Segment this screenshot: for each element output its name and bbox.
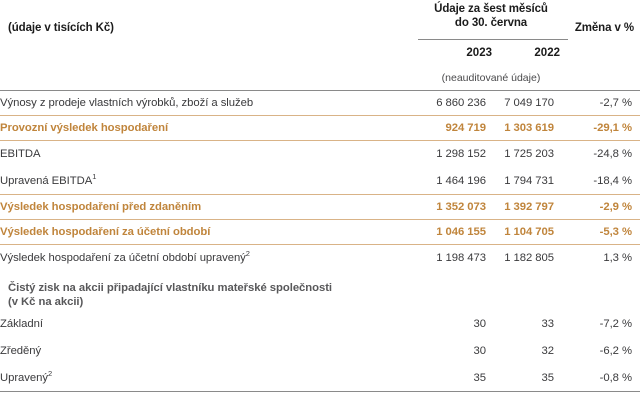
row-value-2023: 30 [473, 345, 486, 357]
units-label: (údaje v tisících Kč) [8, 22, 114, 34]
row-value-2022: 1 104 705 [494, 220, 562, 245]
row-label-text: Výnosy z prodeje vlastních výrobků, zboží a služeb [0, 97, 254, 109]
row-value-change: 1,3 % [603, 252, 632, 265]
table-row [0, 141, 640, 168]
financial-table [0, 90, 640, 392]
row-label-text: Výsledek hospodaření za účetní období [0, 226, 211, 238]
row-value-2023: 1 298 152 [436, 148, 486, 161]
table-header [0, 0, 640, 90]
period-title [408, 2, 574, 30]
row-value-2022: 1 725 203 [504, 148, 554, 161]
eps-section-title [0, 281, 640, 309]
row-label [0, 91, 410, 116]
row-value-2022: 1 182 805 [504, 252, 554, 265]
row-value-2023: 1 352 073 [410, 195, 494, 220]
row-value-2023: 1 464 196 [410, 168, 494, 195]
row-value-change: -5,3 % [562, 220, 640, 245]
table-row-highlighted [0, 220, 640, 245]
row-value-2022: 1 303 619 [494, 116, 562, 141]
row-value-2023: 30 [473, 318, 486, 330]
row-label [0, 220, 410, 245]
row-value-change: -2,9 % [562, 195, 640, 220]
row-label-text: Upravená EBITDA [0, 174, 93, 187]
row-label [0, 168, 410, 195]
eps-section-title-line1: Čistý zisk na akcii připadající vlastníku mateřské společnosti [8, 281, 333, 294]
eps-section-heading-cell [0, 272, 640, 311]
row-label-text: Výsledek hospodaření před zdaněním [0, 201, 202, 213]
row-label [0, 338, 410, 365]
row-value-change: -6,2 % [599, 345, 632, 357]
table-row [0, 168, 640, 195]
row-value-2022: 35 [494, 365, 562, 392]
row-value-2022: 32 [541, 345, 554, 357]
eps-section-title-line2: (v Kč na akcii) [8, 295, 84, 308]
table-row-highlighted [0, 116, 640, 141]
eps-section-heading [0, 272, 640, 311]
row-value-change: -0,8 % [562, 365, 640, 392]
row-value-2023: 1 046 155 [410, 220, 494, 245]
footnote-marker: 2 [47, 368, 53, 378]
table-row [0, 91, 640, 116]
row-label [0, 365, 410, 392]
row-label [0, 311, 410, 338]
row-label-text: Zředěný [0, 345, 42, 357]
row-label [0, 195, 410, 220]
row-value-2022: 1 794 731 [494, 168, 562, 195]
column-header-2022: 2022 [534, 47, 560, 59]
row-label [0, 245, 410, 272]
table-row [0, 365, 640, 392]
row-label [0, 141, 410, 168]
table-row [0, 338, 640, 365]
row-value-change: -29,1 % [562, 116, 640, 141]
row-value-2022: 33 [541, 318, 554, 330]
row-label-text: EBITDA [0, 148, 41, 161]
row-value-change: -18,4 % [562, 168, 640, 195]
row-label [0, 116, 410, 141]
row-value-change: -24,8 % [593, 148, 632, 161]
row-value-change: -7,2 % [599, 318, 632, 330]
row-label-text: Upravený [0, 371, 48, 384]
footnote-marker: 2 [245, 249, 250, 259]
row-label-text: Výsledek hospodaření za účetní období upravený [0, 252, 246, 265]
table-row-highlighted [0, 195, 640, 220]
row-value-2023: 35 [410, 365, 494, 392]
financial-table-body [0, 91, 640, 392]
row-value-2023: 6 860 236 [410, 91, 494, 116]
row-label-text: Základní [0, 318, 43, 330]
row-value-2022: 7 049 170 [494, 91, 562, 116]
row-value-2022: 1 392 797 [494, 195, 562, 220]
period-title-line1: Údaje za šest měsíců [434, 3, 548, 15]
row-value-2023: 1 198 473 [436, 252, 486, 265]
change-column-header: Změna v % [574, 22, 634, 34]
header-rule [418, 39, 568, 40]
column-header-2023: 2023 [466, 47, 492, 59]
unaudited-note: (neauditované údaje) [441, 72, 541, 84]
period-title-line2: do 30. června [454, 17, 528, 29]
table-row [0, 245, 640, 272]
row-label-text: Provozní výsledek hospodaření [0, 122, 169, 134]
row-value-change: -2,7 % [562, 91, 640, 116]
table-row [0, 311, 640, 338]
footnote-marker: 1 [92, 171, 97, 181]
row-value-2023: 924 719 [410, 116, 494, 141]
